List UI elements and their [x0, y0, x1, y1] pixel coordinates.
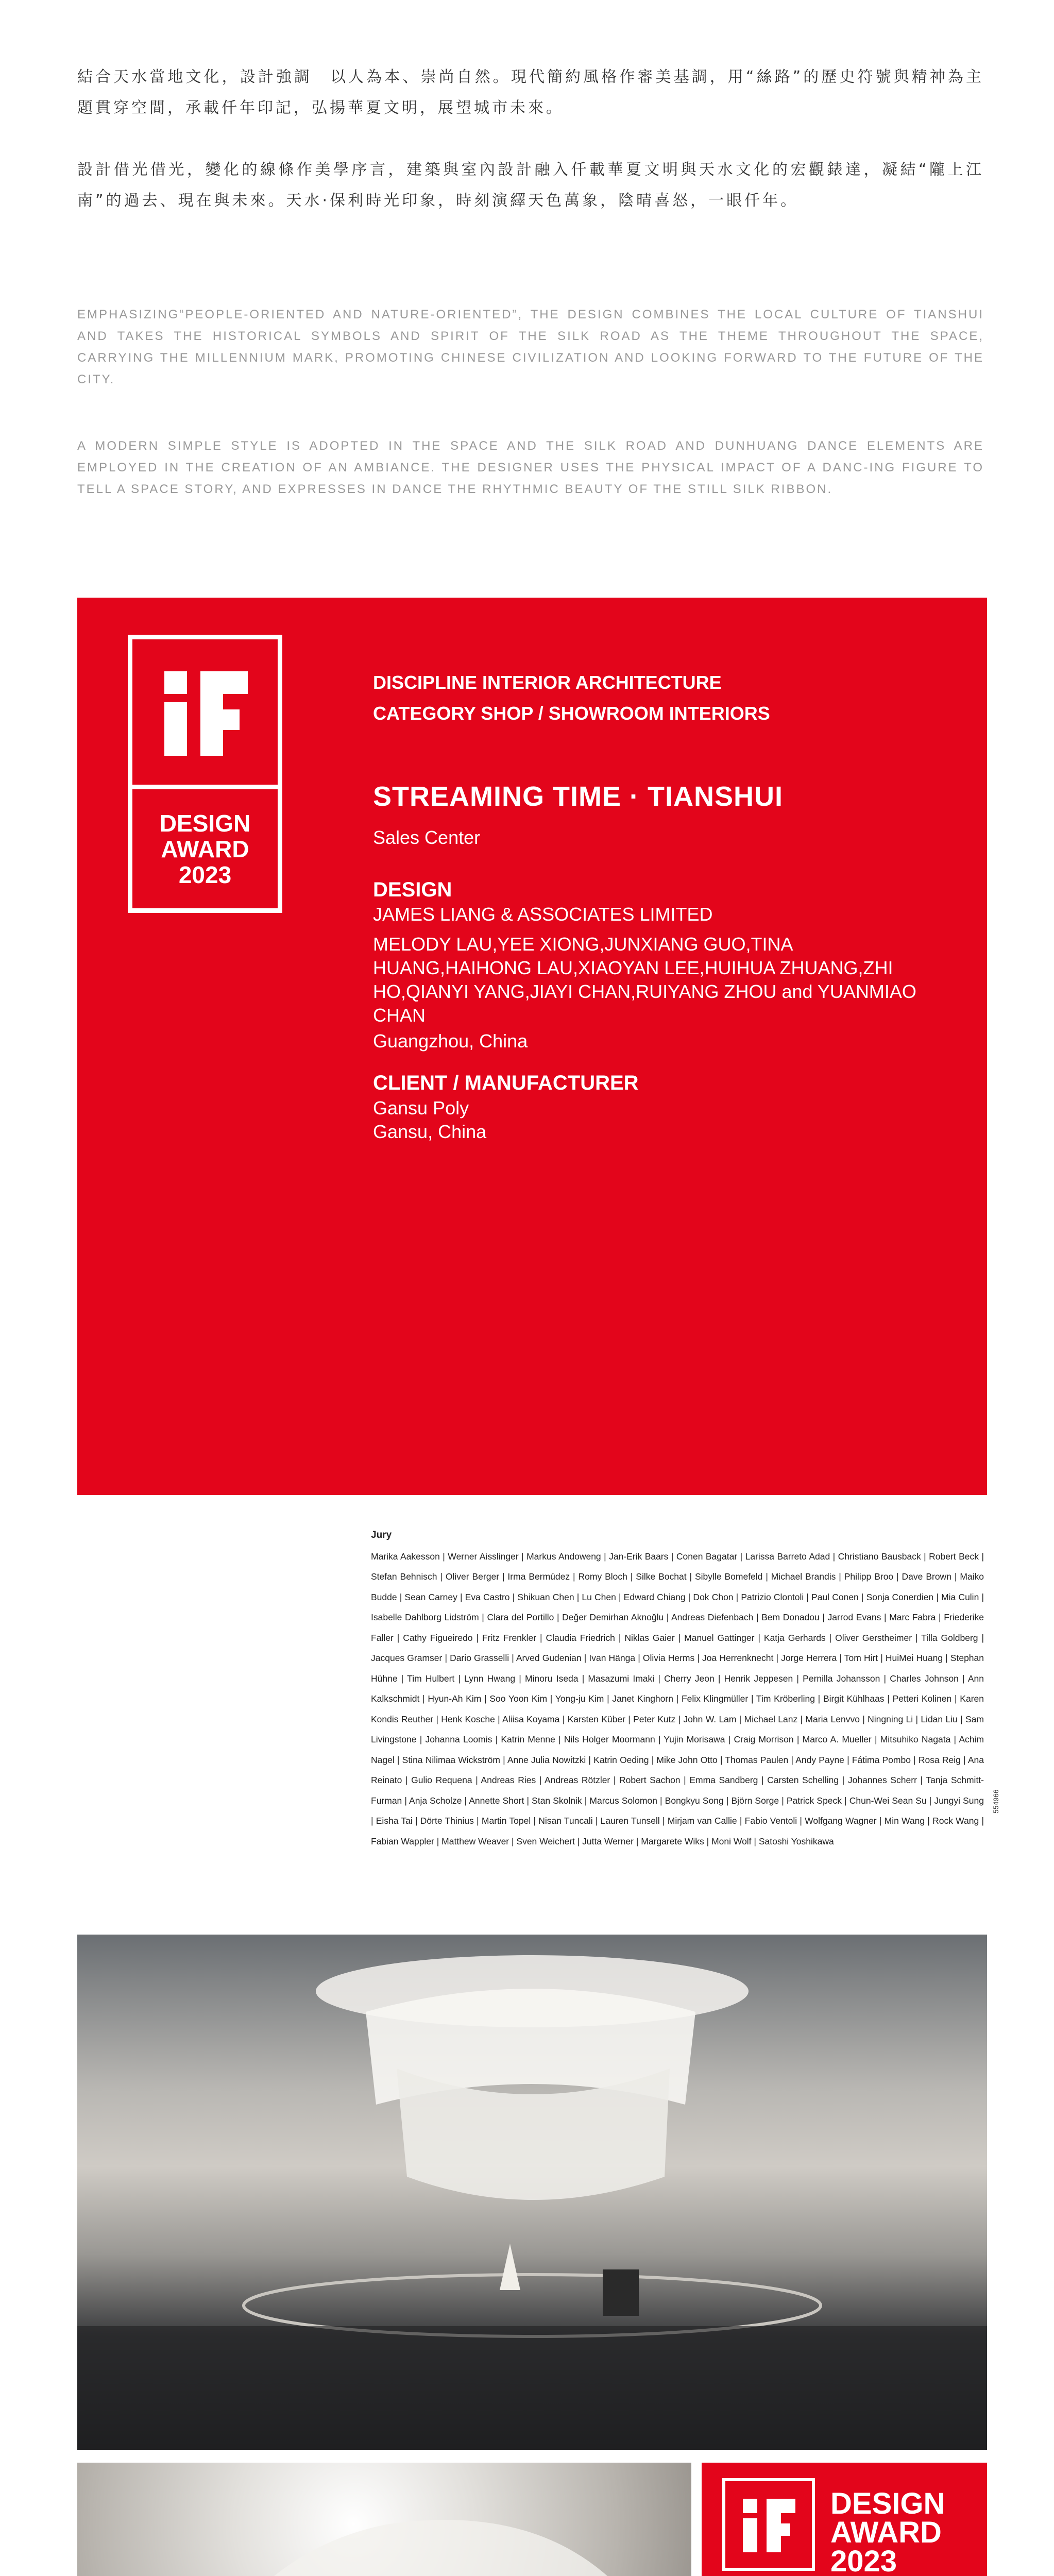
award-line-design: DESIGN: [159, 809, 251, 837]
award-badge: [702, 2463, 987, 2576]
design-city: Guangzhou, China: [373, 1030, 528, 1052]
intro-en-paragraph-1: EMPHASIZING“PEOPLE-ORIENTED AND NATURE-ORIENTED”, THE DESIGN COMBINES THE LOCAL CULTURE OF TIANSHUI AND TAKES THE HISTORICAL SYMBOLS AND SPIRIT OF THE SILK ROAD AS THE THEME THROUGHOUT THE SPACE, CARRYING THE MILLENNIUM MARK, PROMOTING CHINESE CIVILIZATION AND LOOKING FORWARD TO THE FUTURE OF THE CITY.: [77, 308, 984, 386]
badge-line-year: 2023: [830, 2545, 897, 2576]
badge-line-design: DESIGN: [830, 2487, 945, 2520]
badge-if-logo-icon: [722, 2478, 815, 2571]
badge-line-award: AWARD: [830, 2516, 942, 2549]
award-label-box: [128, 789, 282, 913]
atrium-illustration: [77, 1935, 987, 2450]
photo-spiral-ceiling: [77, 2463, 691, 2576]
badge-if-mark: [725, 2481, 812, 2568]
jury-names: Marika Aakesson | Werner Aisslinger | Markus Andoweng | Jan-Erik Baars | Conen Bagatar | Larissa Barreto Adad | Christiano Bausback | Robert Beck | Stefan Behnisch | Oliver Berger | Irma Bermúdez | Romy Bloch | Silke Bochat | Sibylle Bomefeld | Michael Brandis | Philipp Broo | Dave Brown | Maiko Budde | Sean Carney | Eva Castro | Shikuan Chen | Lu Chen | Edward Chiang | Dok Chon | Patrizio Clontoli | Paul Conen | Sonja Conerdien | Mia Culin | Isabelle Dahlborg Lidström | Clara del Portillo | Değer Demirhan Aknoğlu | Andreas Diefenbach | Bem Donadou | Jarrod Evans | Marc Fabra | Friederike Faller | Cathy Figueiredo | Fritz Frenkler | Claudia Friedrich | Niklas Gaier | Manuel Gattinger | Katja Gerhards | Oliver Gerstheimer | Tilla Goldberg | Jacques Gramser | Dario Grasselli | Arved Gudenian | Ivan Hänga | Olivia Herms | Joa Herrenknecht | Jorge Herrera | Tom Hirt | HuiMei Huang | Stephan Hühne | Tim Hulbert | Lynn Hwang | Minoru Iseda | Masazumi Imaki | Cherry Jeon | Henrik Jeppesen | Pernilla Johansson | Charles Johnson | Ann Kalkschmidt | Hyun-Ah Kim | Soo Yoon Kim | Yong-ju Kim | Janet Kinghorn | Felix Klingmüller | Tim Kröberling | Birgit Kühlhaas | Petteri Kolinen | Karen Kondis Reuther | Henk Kosche | Aliisa Koyama | Karsten Küber | Peter Kutz | John W. Lam | Michael Lanz | Maria Lenvvo | Ningning Li | Lidan Liu | Sam Livingstone | Johanna Loomis | Katrin Menne | Nils Holger Moormann | Yujin Morisawa | Craig Morrison | Marco A. Mueller | Mitsuhiko Nagata | Achim Nagel | Stina Nilimaa Wickström | Anne Julia Nowitzki | Katrin Oeding | Mike John Otto | Thomas Paulen | Andy Payne | Fátima Pombo | Rosa Reig | Ana Reinato | Gulio Requena | Andreas Ries | Andreas Rötzler | Robert Sachon | Emma Sandberg | Carsten Schelling | Johannes Scherr | Tanja Schmitt-Furman | Anja Scholze | Annette Short | Stan Skolnik | Marcus Solomon | Bongkyu Song | Björn Sorge | Patrick Speck | Chun-Wei Sean Su | Jungyi Sung | Eisha Tai | Dörte Thinius | Martin Topel | Nisan Tuncali | Lauren Tunsell | Mirjam van Callie | Fabio Ventoli | Wolfgang Wagner | Min Wang | Rock Wang | Fabian Wappler | Matthew Weaver | Sven Weichert | Jutta Werner | Margarete Wiks | Moni Wolf | Satoshi Yoshikawa: [371, 1551, 984, 1846]
photo-atrium-ribbon: [77, 1935, 987, 2450]
award-line-award: AWARD: [161, 835, 249, 862]
intro-cn-paragraph-1: 結合天水當地文化，設計強調 以人為本、崇尚自然。現代簡約風格作審美基調，用“絲路”的歷史符號與精神為主題貫穿空間，承載仟年印記，弘揚華夏文明，展望城市未來。: [77, 68, 984, 117]
if-design-award-logo: [128, 635, 282, 913]
award-line-year: 2023: [178, 861, 232, 888]
if-logo-icon: [128, 635, 282, 789]
category-label: CATEGORY SHOP / SHOWROOM INTERIORS: [373, 703, 770, 724]
if-logo-mark: [132, 639, 278, 785]
intro-en-paragraph-2: A MODERN SIMPLE STYLE IS ADOPTED IN THE SPACE AND THE SILK ROAD AND DUNHUANG DANCE ELEMENTS ARE EMPLOYED IN THE CREATION OF AN AMBIANCE. THE DESIGNER USES THE PHYSICAL IMPACT OF A DANC-ING FIGURE TO TELL A SPACE STORY, AND EXPRESSES IN DANCE THE RHYTHMIC BEAUTY OF THE STILL SILK RIBBON.: [77, 439, 984, 496]
project-subtitle: Sales Center: [373, 827, 481, 848]
spiral-illustration: [77, 2463, 691, 2576]
client-city: Gansu, China: [373, 1121, 487, 1142]
project-title: STREAMING TIME · TIANSHUI: [373, 781, 783, 812]
discipline-label: DISCIPLINE INTERIOR ARCHITECTURE: [373, 672, 722, 693]
design-heading: DESIGN: [373, 878, 452, 901]
vertical-id: 554966: [992, 1789, 1000, 1814]
badge-text: [830, 2489, 945, 2576]
client-heading: CLIENT / MANUFACTURER: [373, 1072, 639, 1094]
jury-block: [371, 1525, 984, 1852]
design-team: MELODY LAU,YEE XIONG,JUNXIANG GUO,TINA HUANG,HAIHONG LAU,XIAOYAN LEE,HUIHUA ZHUANG,ZHI HO,QIANYI YANG,JIAYI CHAN,RUIYANG ZHOU and YUANMIAO CHAN: [373, 934, 916, 1026]
award-card: [77, 598, 987, 1495]
jury-heading: Jury: [371, 1530, 392, 1540]
design-firm: JAMES LIANG & ASSOCIATES LIMITED: [373, 904, 713, 925]
category-block: [373, 667, 770, 729]
intro-cn-paragraph-2: 設計借光借光，變化的線條作美學序言，建築與室內設計融入仟載華夏文明與天水文化的宏觀錶達，凝結“隴上江南”的過去、現在與未來。天水·保利時光印象，時刻演繹天色萬象，陰晴喜怒，一眼仟年。: [77, 161, 984, 210]
client-name: Gansu Poly: [373, 1097, 469, 1118]
